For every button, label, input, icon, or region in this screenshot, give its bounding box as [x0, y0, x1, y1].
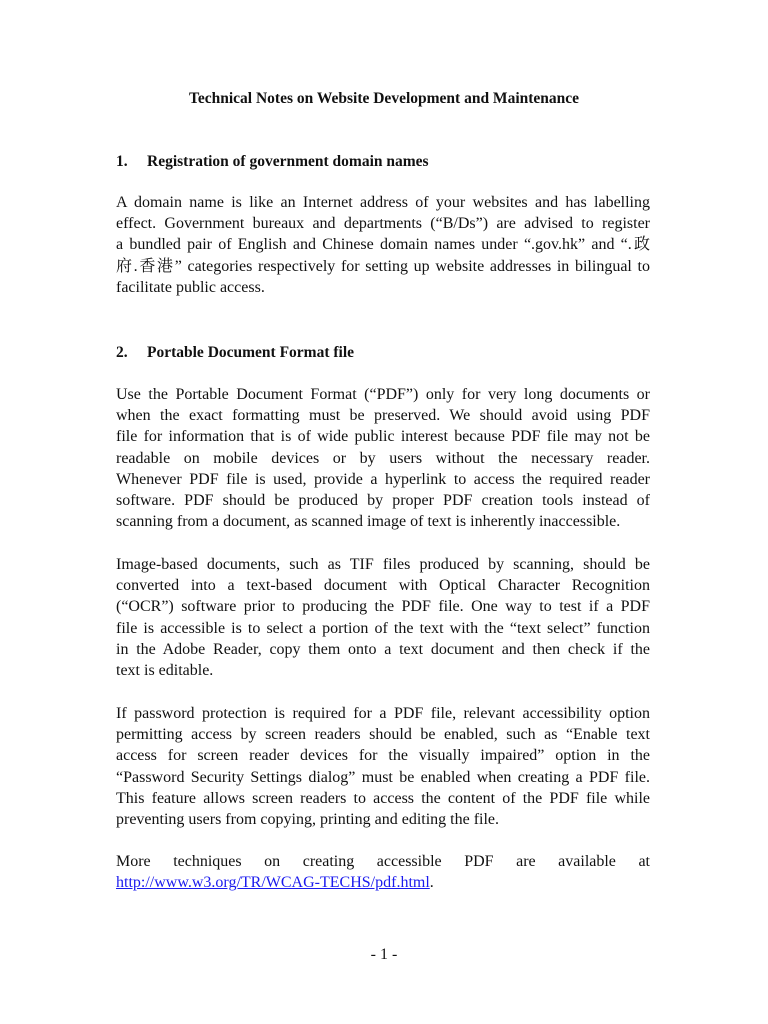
section-2-title: Portable Document Format file — [147, 344, 355, 361]
document-title: Technical Notes on Website Development and Maintenance — [188, 90, 580, 107]
text-line: preventing users from copying, printing and editing the file. — [116, 811, 500, 829]
text-line: file is accessible is to select a portion of the text with the “text select” function — [116, 619, 650, 637]
text-line: “Password Security Settings dialog” must be enabled when creating a PDF file. — [116, 768, 650, 786]
section-2-number: 2. — [116, 344, 128, 361]
text-line: file for information that is of wide public interest because PDF file may not be — [116, 428, 650, 446]
section-2-paragraph-1 — [116, 384, 650, 532]
text-line: text is editable. — [116, 662, 214, 680]
text-line: Image-based documents, such as TIF files produced by scanning, should be — [116, 556, 650, 573]
text-line: (“OCR”) software prior to producing the PDF file. One way to test if a PDF — [116, 598, 650, 616]
text-line: Whenever PDF file is used, provide a hyperlink to access the required reader — [116, 470, 650, 488]
text-line: More techniques on creating accessible PDF are available at — [116, 853, 650, 870]
text-line: software. PDF should be produced by proper PDF creation tools instead of — [116, 492, 650, 510]
section-2-paragraph-2 — [116, 554, 650, 681]
text-line: scanning from a document, as scanned image of text is inherently inaccessible. — [116, 513, 621, 531]
text-line: in the Adobe Reader, copy them onto a text document and then check if the — [116, 640, 650, 658]
wcag-pdf-techniques-link[interactable]: http://www.w3.org/TR/WCAG-TECHS/pdf.html — [116, 874, 430, 892]
text-line: converted into a text-based document with Optical Character Recognition — [116, 577, 650, 595]
text-line: If password protection is required for a PDF file, relevant accessibility option — [116, 705, 650, 722]
section-2-paragraph-3 — [116, 703, 650, 830]
text-line: readable on mobile devices or by users without the necessary reader. — [116, 449, 650, 467]
section-1-heading — [116, 152, 429, 172]
section-1-title: Registration of government domain names — [147, 153, 429, 170]
text-line — [116, 872, 650, 893]
text-line: a bundled pair of English and Chinese domain names under “.gov.hk” and “.政 — [116, 236, 650, 254]
section-1-number: 1. — [116, 153, 128, 170]
text-line: Use the Portable Document Format (“PDF”) only for very long documents or — [116, 386, 650, 403]
text-line: permitting access by screen readers should be enabled, such as “Enable text — [116, 726, 650, 744]
text-line: effect. Government bureaux and departments (“B/Ds”) are advised to register — [116, 215, 650, 233]
text-line: access for screen reader devices for the visually impaired” option in the — [116, 747, 650, 765]
link-trailing-period: . — [429, 874, 434, 892]
text-line: facilitate public access. — [116, 278, 265, 296]
text-line: 府.香港” categories respectively for setting up website addresses in bilingual to — [116, 257, 650, 275]
text-line: A domain name is like an Internet address of your websites and has labelling — [116, 194, 650, 211]
section-2-heading — [116, 343, 354, 363]
text-line: This feature allows screen readers to access the content of the PDF file while — [116, 789, 650, 807]
text-line: when the exact formatting must be preserved. We should avoid using PDF — [116, 407, 650, 425]
section-2-closing-paragraph — [116, 851, 650, 893]
page-number: - 1 - — [370, 946, 398, 963]
section-1-paragraph-1 — [116, 192, 650, 298]
